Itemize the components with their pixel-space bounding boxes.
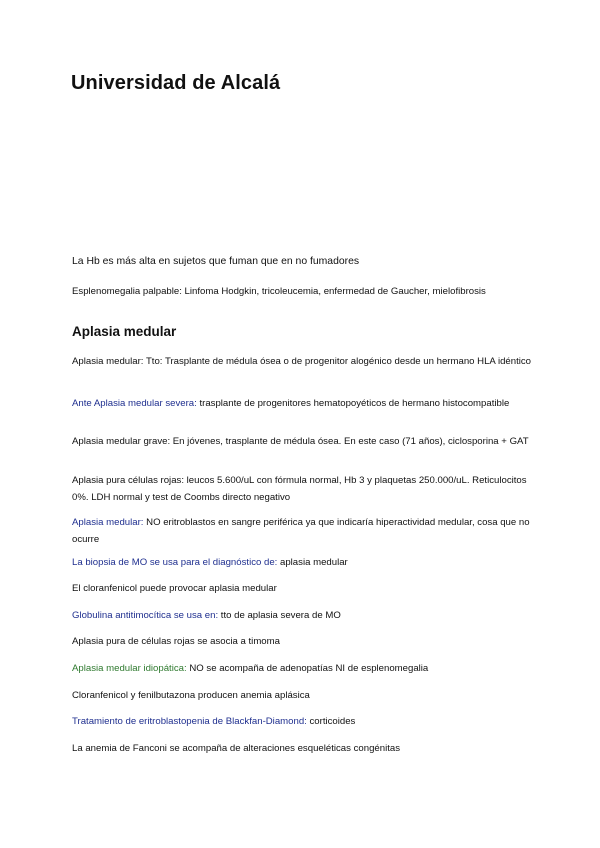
item-text: aplasia medular: [277, 557, 348, 568]
item-text: Aplasia medular grave: En jóvenes, trasplante de médula ósea. En este caso (71 años), ciclosporina + GAT: [72, 436, 529, 447]
item-text: Cloranfenicol y fenilbutazona producen anemia aplásica: [72, 690, 310, 701]
item-text: El cloranfenicol puede provocar aplasia medular: [72, 583, 277, 594]
list-item: [72, 713, 532, 730]
item-text: Aplasia pura de células rojas se asocia a timoma: [72, 636, 280, 647]
item-text: La anemia de Fanconi se acompaña de alteraciones esqueléticas congénitas: [72, 743, 401, 754]
item-text: tto de aplasia severa de MO: [218, 610, 341, 621]
item-text: trasplante de progenitores hematopoyéticos de hermano histocompatible: [196, 398, 510, 409]
item-text: NO eritroblastos en sangre periférica ya que indicaría hiperactividad medular, cosa que no ocurre: [72, 517, 530, 545]
item-highlight: Ante Aplasia medular severa:: [72, 398, 197, 409]
list-item: [72, 660, 532, 677]
item-text: NO se acompaña de adenopatías NI de esplenomegalia: [186, 663, 429, 674]
item-highlight: Aplasia medular:: [72, 517, 144, 528]
page-title: Universidad de Alcalá: [71, 72, 281, 94]
list-item: [72, 687, 532, 704]
list-item: [72, 472, 532, 506]
item-text: Aplasia pura células rojas: leucos 5.600/uL con fórmula normal, Hb 3 y plaquetas 250.000/uL. Reticulocitos 0%. LDH normal y test de Coombs directo negativo: [72, 475, 527, 503]
list-item: [72, 554, 532, 571]
item-highlight: La biopsia de MO se usa para el diagnóstico de:: [72, 557, 278, 568]
item-highlight: Tratamiento de eritroblastopenia de Blackfan-Diamond:: [72, 716, 307, 727]
item-text: corticoides: [306, 716, 356, 727]
item-highlight: Aplasia medular idiopática:: [72, 663, 187, 674]
list-item: [72, 514, 532, 548]
item-text: Aplasia medular: Tto: Trasplante de médula ósea o de progenitor alogénico desde un hermano HLA idéntico: [72, 356, 532, 367]
list-item: [72, 353, 532, 370]
item-highlight: Globulina antitimocítica se usa en:: [72, 610, 219, 621]
list-item: [72, 633, 532, 650]
list-item: [72, 433, 532, 450]
intro-splenomegaly: Esplenomegalia palpable: Linfoma Hodgkin, tricoleucemia, enfermedad de Gaucher, mielofibrosis: [72, 286, 486, 297]
list-item: [72, 395, 532, 412]
list-item: [72, 607, 532, 624]
list-item: [72, 580, 532, 597]
list-item: [72, 740, 532, 757]
section-title: Aplasia medular: [72, 324, 177, 339]
intro-hb-smokers: La Hb es más alta en sujetos que fuman que en no fumadores: [72, 256, 360, 267]
